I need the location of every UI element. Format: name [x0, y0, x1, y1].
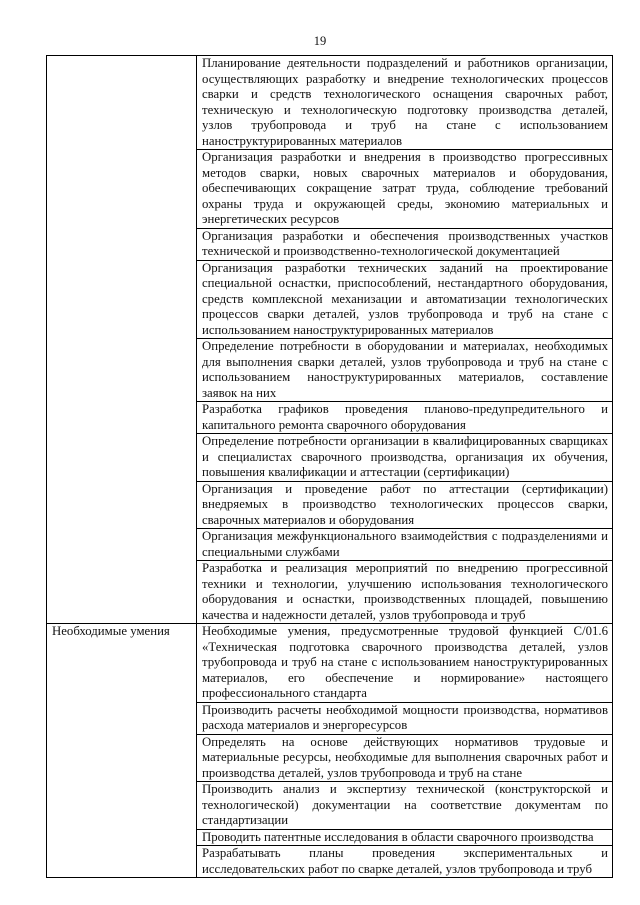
text-line: процессов сварки деталей, узлов трубопровода и труб на стане с [202, 307, 608, 321]
text-line: профессионального стандарта [202, 686, 367, 700]
text-line: Производить анализ и экспертизу технической (конструкторской и [202, 782, 608, 796]
text-line: техническую и технологическую подготовку производства деталей, [202, 102, 608, 117]
text-line: материалов, его обеспечение и нормирование» настоящего [202, 670, 608, 685]
table-cell-text [197, 56, 613, 150]
text-line: обеспечивающих сокращение затрат труда, соблюдение требований [202, 181, 608, 195]
table-cell-text [197, 402, 613, 434]
text-line: Определение потребности организации в квалифицированных сварщиках [202, 434, 608, 448]
text-line: осуществляющих разработку и внедрение технологических процессов [202, 71, 608, 86]
text-line: капитального ремонта сварочного оборудования [202, 417, 466, 432]
text-line: «Техническая подготовка сварочного производства деталей, узлов [202, 639, 608, 654]
page-number: 19 [313, 34, 327, 48]
table-row [47, 56, 613, 150]
table-cell-text [197, 846, 613, 878]
text-line: Разрабатывать планы проведения экспериментальных и [202, 846, 608, 860]
text-line: использованием наноструктурированных материалов, составление [202, 370, 608, 384]
text-line: Организация разработки технических заданий на проектирование [202, 260, 608, 275]
text-line: сварочных материалов и оборудования [202, 512, 415, 527]
table-cell-text [197, 734, 613, 782]
text-line: Определять на основе действующих нормативов трудовые и [202, 734, 608, 749]
text-line: заявок на них [202, 385, 277, 400]
text-line: специальной оснастки, приспособлений, нестандартного оборудования, [202, 276, 608, 290]
text-line: качества и надежности деталей, узлов трубопровода и труб [202, 607, 526, 622]
text-line: Планирование деятельности подразделений и работников организации, [202, 56, 608, 70]
text-line: для выполнения сварки деталей, узлов трубопровода и труб на стане с [202, 354, 608, 369]
text-line: производства деталей, узлов трубопровода и труб на стане [202, 765, 523, 780]
text-line: специальными службами [202, 544, 340, 559]
table-cell-text [197, 624, 613, 703]
text-line: Необходимые умения, предусмотренные трудовой функцией С/01.6 [202, 624, 608, 638]
section-label [47, 56, 197, 624]
table-cell-text [197, 434, 613, 482]
text-line: Организация межфункционального взаимодействия с подразделениями и [202, 529, 608, 543]
text-line: технологической) документации на соответствие документам по [202, 797, 608, 812]
text-line: Определение потребности в оборудовании и материалах, необходимых [202, 339, 608, 353]
text-line: повышения квалификации и аттестации (сертификации) [202, 465, 510, 479]
text-line: сварки и средств технологического оснащения сварочных работ, [202, 87, 608, 101]
table-cell-text [197, 561, 613, 624]
table-cell-text [197, 339, 613, 402]
text-line: Организация разработки и обеспечения производственных участков [202, 228, 608, 243]
table-cell-text [197, 829, 613, 846]
text-line: стандартизации [202, 813, 289, 827]
text-line: Производить расчеты необходимой мощности производства, нормативов [202, 702, 608, 717]
text-line: расхода материалов и энергоресурсов [202, 718, 408, 732]
text-line: оборудования и оснастки, производственных площадей, повышению [202, 592, 608, 606]
table-cell-text [197, 481, 613, 529]
text-line: средств комплексной механизации и автоматизации технологических [202, 291, 608, 306]
text-line: использованием наноструктурированных материалов [202, 322, 494, 337]
table-cell-text [197, 260, 613, 339]
text-line: энергетических ресурсов [202, 212, 340, 226]
table-cell-text [197, 782, 613, 830]
labor-functions-table [46, 55, 613, 878]
table-row [47, 624, 613, 703]
text-line: Организация и проведение работ по аттестации (сертификации) [202, 481, 608, 496]
text-line: Организация разработки и внедрения в производство прогрессивных [202, 150, 608, 164]
text-line: узлов трубопровода и труб на стане с использованием [202, 118, 608, 132]
text-line: техники и технологии, улучшению использования технологического [202, 576, 608, 591]
text-line: методов сварки, новых сварочных материалов и оборудования, [202, 165, 608, 180]
table-cell-text [197, 702, 613, 734]
text-line: трубопровода и труб на стане с использованием наноструктурированных [202, 655, 608, 669]
table-cell-text [197, 529, 613, 561]
text-line: Разработка и реализация мероприятий по внедрению прогрессивной [202, 561, 608, 575]
section-label: Необходимые умения [47, 624, 197, 878]
table-cell-text [197, 150, 613, 229]
text-line: охраны труда и окружающей среды, экономию материальных и [202, 196, 608, 211]
text-line: наноструктурированных материалов [202, 133, 403, 148]
table-cell-text [197, 228, 613, 260]
text-line: Разработка графиков проведения планово-предупредительного и [202, 402, 608, 416]
text-line: Проводить патентные исследования в области сварочного производства [202, 829, 594, 844]
text-line: материальные ресурсы, необходимые для выполнения сварочных работ и [202, 750, 608, 764]
text-line: внедряемых в производство технологических процессов сварки, [202, 497, 608, 511]
text-line: исследовательских работ по сварке деталей, узлов трубопровода и труб [202, 861, 592, 876]
text-line: и специалистах сварочного производства, организация их обучения, [202, 449, 608, 464]
text-line: технической и производственно-технологической документацией [202, 244, 560, 258]
